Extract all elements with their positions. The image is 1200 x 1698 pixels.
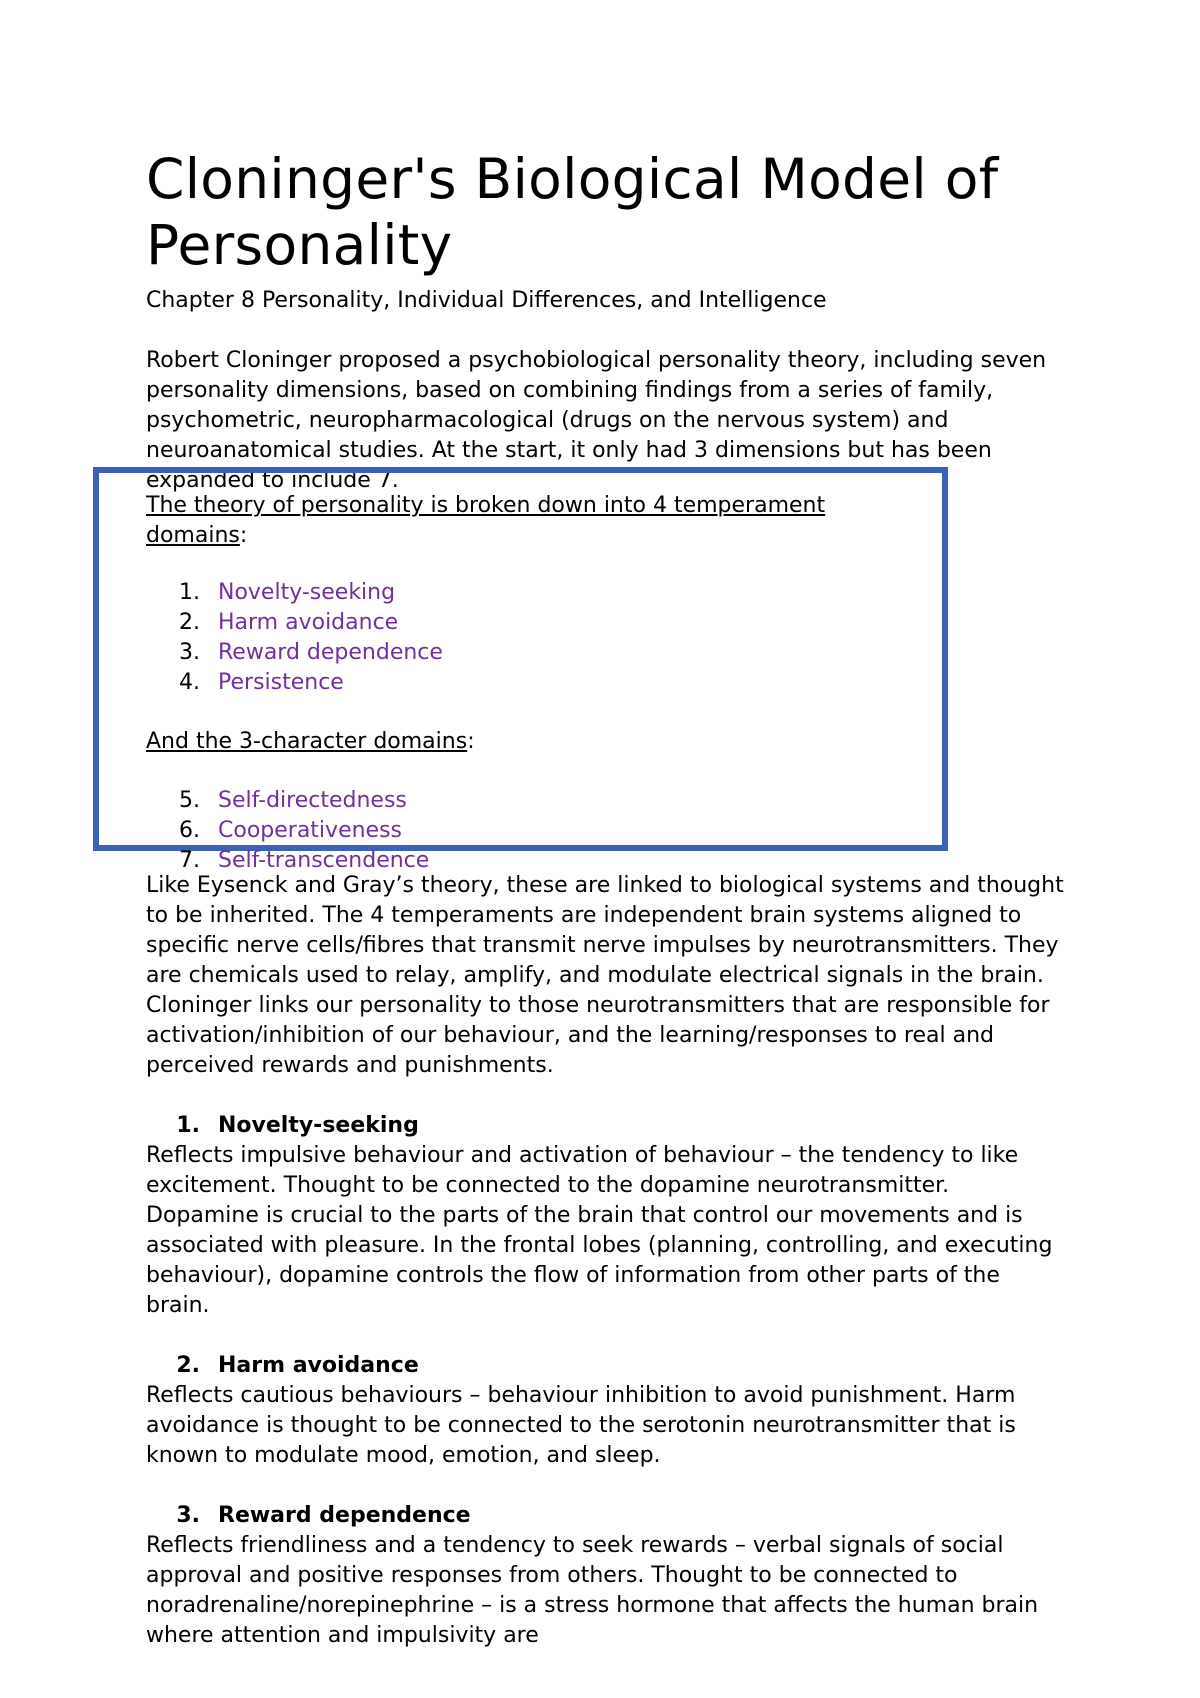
list-item: [146, 578, 926, 608]
section-text: Reflects friendliness and a tendency to seek rewards – verbal signals of social approval and positive responses from others. Thought to be connected to noradrenaline/norepinephrine – is a stress hormone that affects the human brain where attention and impulsivity are: [146, 1533, 1039, 1648]
list-label: Self-transcendence: [218, 848, 430, 873]
spacer: [146, 1471, 1066, 1501]
section-number: 2.: [176, 1353, 200, 1378]
domains-box-content: [146, 491, 926, 876]
list-item: [146, 668, 926, 698]
document-body: [146, 871, 1066, 1651]
document-header: [146, 146, 1066, 496]
list-number: 1.: [179, 580, 200, 605]
spacer: [146, 757, 926, 786]
list-label: Cooperativeness: [218, 818, 403, 843]
chapter-subtitle: Chapter 8 Personality, Individual Differences, and Intelligence: [146, 288, 827, 313]
character-heading: And the 3-character domains: [146, 729, 468, 754]
section-title: Reward dependence: [218, 1503, 471, 1528]
page-title: Cloninger's Biological Model of Personality: [146, 147, 999, 277]
section-number: 1.: [176, 1113, 200, 1138]
section-number: 3.: [176, 1503, 200, 1528]
section-title: Novelty-seeking: [218, 1113, 419, 1138]
list-number: 3.: [179, 640, 200, 665]
linked-paragraph: Like Eysenck and Gray’s theory, these are linked to biological systems and thought to be inherited. The 4 temperaments are independent brain systems aligned to specific nerve cells/fibres that transmit nerve impulses by neurotransmitters. They are chemicals used to relay, amplify, and modulate electrical signals in the brain. Cloninger links our personality to those neurotransmitters that are responsible for activation/inhibition of our behaviour, and the learning/responses to real and perceived rewards and punishments.: [146, 873, 1064, 1078]
domains-box: [93, 467, 948, 873]
spacer: [146, 1321, 1066, 1351]
list-item: [146, 816, 926, 846]
list-number: 2.: [179, 610, 200, 635]
intro-paragraph: Robert Cloninger proposed a psychobiological personality theory, including seven personality dimensions, based on combining findings from a series of family, psychometric, neuropharmacological (drugs on the nervous system) and neuroanatomical studies. At the start, it only had 3 dimensions but has been expanded to include 7.: [146, 348, 1047, 493]
spacer: [146, 1081, 1066, 1111]
list-number: 6.: [179, 818, 200, 843]
list-label: Reward dependence: [218, 640, 443, 665]
heading-colon: :: [467, 729, 475, 754]
character-list: [146, 786, 926, 876]
character-heading-line: [146, 727, 926, 757]
section-heading: [146, 1111, 1066, 1141]
list-item: [146, 638, 926, 668]
section-title: Harm avoidance: [218, 1353, 419, 1378]
list-label: Persistence: [218, 670, 344, 695]
spacer: [146, 316, 1066, 346]
spacer: [146, 551, 926, 578]
spacer: [146, 698, 926, 727]
section-heading: [146, 1351, 1066, 1381]
list-item: [146, 608, 926, 638]
list-number: 4.: [179, 670, 200, 695]
temperament-list: [146, 578, 926, 698]
section-text: Reflects cautious behaviours – behaviour inhibition to avoid punishment. Harm avoidance is thought to be connected to the serotonin neurotransmitter that is known to modulate mood, emotion, and sleep.: [146, 1383, 1016, 1468]
heading-colon: :: [239, 523, 248, 548]
list-number: 7.: [179, 848, 200, 873]
temperament-heading: The theory of personality is broken down into 4 temperament domains: [146, 493, 826, 548]
list-label: Novelty-seeking: [218, 580, 396, 605]
list-number: 5.: [179, 788, 200, 813]
section-heading: [146, 1501, 1066, 1531]
temperament-heading-line: [146, 491, 926, 551]
list-label: Self-directedness: [218, 788, 407, 813]
list-item: [146, 786, 926, 816]
list-label: Harm avoidance: [218, 610, 399, 635]
section-text: Reflects impulsive behaviour and activation of behaviour – the tendency to like excitement. Thought to be connected to the dopamine neurotransmitter. Dopamine is crucial to the parts of the brain that control our movements and is associated with pleasure. In the frontal lobes (planning, controlling, and executing behaviour), dopamine controls the flow of information from other parts of the brain.: [146, 1143, 1053, 1318]
